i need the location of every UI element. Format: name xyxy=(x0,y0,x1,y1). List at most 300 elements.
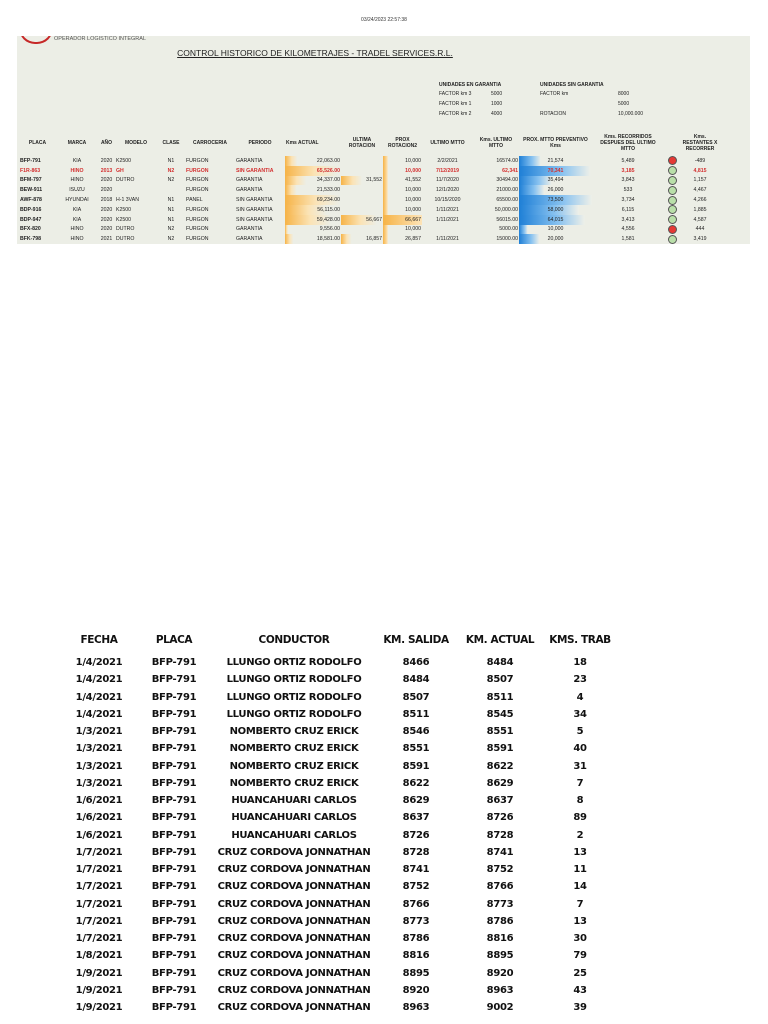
cell-modelo xyxy=(115,185,157,195)
cell-kms-trab: 79 xyxy=(573,950,587,962)
status-indicator-cell xyxy=(664,166,680,176)
cell-conductor: LLUNGO ORTIZ RODOLFO xyxy=(226,708,362,720)
cell-conductor: CRUZ CORDOVA JONNATHAN xyxy=(217,967,371,979)
cell-placa: BFK-798 xyxy=(20,236,42,243)
cell-kms-trab: 31 xyxy=(573,760,587,772)
col-header: PERIODO xyxy=(248,140,272,146)
cell-km-actual: 8511 xyxy=(486,691,514,703)
cell-clase: N2 xyxy=(167,236,175,243)
cell-km-salida: 8895 xyxy=(402,967,430,979)
cell-kms-trab: 30 xyxy=(573,933,587,945)
trip-row xyxy=(64,827,618,844)
cell-placa: BFP-791 xyxy=(151,915,197,927)
cell-modelo: DUTRO xyxy=(116,177,135,184)
cell-ultimo-mtto: 1/11/2021 xyxy=(436,206,459,213)
cell-km-actual: 8741 xyxy=(486,846,514,858)
cell-ultimo-mtto: 11/7/2020 xyxy=(436,177,459,184)
cell-placa: F1R-863 xyxy=(20,167,41,174)
cell-km-actual: 8591 xyxy=(486,743,514,755)
cell-placa: BFP-791 xyxy=(151,950,197,962)
status-red-dot-icon xyxy=(668,225,677,234)
cell-km-salida: 8591 xyxy=(402,760,430,772)
cell-kms-ultimo: 15000.00 xyxy=(496,236,518,243)
trip-row xyxy=(64,723,618,740)
cell-conductor: NOMBERTO CRUZ ERICK xyxy=(229,760,359,772)
cell-prox-mtto: 70,341 xyxy=(519,166,592,176)
cell-conductor: NOMBERTO CRUZ ERICK xyxy=(229,777,359,789)
cell-placa: BFP-791 xyxy=(151,846,197,858)
cell-km-salida: 8484 xyxy=(402,674,430,686)
cell-prox-rot: 41,552 xyxy=(383,176,422,186)
cell-recorridos: 3,185 xyxy=(621,167,635,174)
cell-placa: BFX-820 xyxy=(20,226,41,233)
cell-km-actual: 8507 xyxy=(486,674,514,686)
cell-km-salida: 8551 xyxy=(402,743,430,755)
cell-placa: BFP-791 xyxy=(151,691,197,703)
cell-kms-trab: 13 xyxy=(573,915,587,927)
cell-kms-trab: 89 xyxy=(573,812,587,824)
cell-fecha: 1/6/2021 xyxy=(75,829,123,841)
cell-km-actual: 8963 xyxy=(486,984,514,996)
cell-kms-trab: 5 xyxy=(576,726,584,738)
cell-kms-trab: 2 xyxy=(576,829,584,841)
cell-ultima-rot: 31,552 xyxy=(341,176,383,186)
trip-row xyxy=(64,671,618,688)
cell-clase: N2 xyxy=(167,177,175,184)
cell-km-salida: 8507 xyxy=(402,691,430,703)
cell-fecha: 1/3/2021 xyxy=(75,743,123,755)
cell-fecha: 1/7/2021 xyxy=(75,864,123,876)
cell-placa: BDP-916 xyxy=(20,206,42,213)
garantia-factor-value: 1000 xyxy=(491,101,503,107)
sheet-title: CONTROL HISTORICO DE KILOMETRAJES - TRADEL SERVICES.R.L. xyxy=(177,48,453,58)
cell-fecha: 1/7/2021 xyxy=(75,933,123,945)
trip-row xyxy=(64,878,618,895)
col-header-kms-trab: KMS. TRAB xyxy=(549,634,611,646)
cell-modelo: K2500 xyxy=(116,206,132,213)
mileage-control-sheet xyxy=(17,36,750,244)
cell-prox-rot: 10,000 xyxy=(383,225,422,235)
status-indicator-cell xyxy=(664,225,680,235)
cell-kms-ultimo: 5000.00 xyxy=(499,226,518,233)
cell-anio: 2020 xyxy=(100,187,113,194)
col-header: MARCA xyxy=(67,140,87,146)
cell-kms-trab: 25 xyxy=(573,967,587,979)
cell-modelo: K2500 xyxy=(116,216,132,223)
cell-prox-mtto: 20,000 xyxy=(519,234,592,244)
cell-ultimo-mtto: 10/15/2020 xyxy=(434,197,461,204)
trip-row xyxy=(64,844,618,861)
cell-fecha: 1/9/2021 xyxy=(75,967,123,979)
trip-row xyxy=(64,706,618,723)
trip-table-body xyxy=(64,654,618,1016)
cell-restantes: 4,815 xyxy=(693,167,707,174)
cell-km-actual: 8816 xyxy=(486,933,514,945)
col-header-fecha: FECHA xyxy=(80,634,118,646)
cell-kms-trab: 11 xyxy=(573,864,587,876)
cell-fecha: 1/9/2021 xyxy=(75,984,123,996)
cell-carroceria: PANEL xyxy=(186,197,203,204)
cell-prox-rot: 10,000 xyxy=(383,185,422,195)
cell-km-actual: 8622 xyxy=(486,760,514,772)
col-header: PLACA xyxy=(28,140,47,146)
status-green-dot-icon xyxy=(668,196,677,205)
cell-kms-actual: 9,556.00 xyxy=(285,225,341,235)
cell-conductor: HUANCAHUARI CARLOS xyxy=(231,812,357,824)
cell-ultima-rot xyxy=(341,205,383,215)
cell-placa: BFP-791 xyxy=(151,708,197,720)
cell-kms-actual: 69,234.00 xyxy=(285,195,341,205)
cell-km-actual: 9002 xyxy=(486,1002,514,1014)
cell-anio: 2013 xyxy=(100,167,113,174)
cell-kms-actual: 34,337.00 xyxy=(285,176,341,186)
sin-garantia-header: UNIDADES SIN GARANTIA xyxy=(540,82,604,88)
cell-placa: BFP-791 xyxy=(151,795,197,807)
company-logo xyxy=(19,36,53,44)
cell-conductor: LLUNGO ORTIZ RODOLFO xyxy=(226,657,362,669)
cell-placa: BFP-791 xyxy=(151,967,197,979)
cell-kms-actual: 59,428.00 xyxy=(285,215,341,225)
status-red-dot-icon xyxy=(668,156,677,165)
cell-anio: 2020 xyxy=(100,177,113,184)
cell-km-salida: 8511 xyxy=(402,708,430,720)
cell-conductor: HUANCAHUARI CARLOS xyxy=(231,795,357,807)
cell-kms-ultimo: 16574.00 xyxy=(496,157,518,164)
vehicle-row xyxy=(19,215,720,225)
cell-conductor: NOMBERTO CRUZ ERICK xyxy=(229,726,359,738)
status-indicator-cell xyxy=(664,234,680,244)
cell-placa: BFM-797 xyxy=(20,177,42,184)
vehicle-row xyxy=(19,195,720,205)
cell-carroceria: FURGON xyxy=(186,226,209,233)
cell-kms-ultimo: 50,000.00 xyxy=(494,206,518,213)
sin-garantia-factor-value: 10,000.000 xyxy=(618,111,644,117)
cell-km-salida: 8766 xyxy=(402,898,430,910)
trip-row xyxy=(64,999,618,1016)
cell-km-salida: 8752 xyxy=(402,881,430,893)
cell-modelo: GH xyxy=(116,167,124,174)
cell-placa: BFP-791 xyxy=(151,1002,197,1014)
cell-carroceria: FURGON xyxy=(186,206,209,213)
cell-conductor: LLUNGO ORTIZ RODOLFO xyxy=(226,674,362,686)
cell-marca: HINO xyxy=(70,226,84,233)
cell-placa: BFP-791 xyxy=(151,881,197,893)
cell-km-salida: 8816 xyxy=(402,950,430,962)
cell-recorridos: 3,843 xyxy=(621,177,635,184)
cell-kms-trab: 7 xyxy=(576,777,584,789)
trip-log-table xyxy=(64,626,618,1016)
garantia-factor-label: FACTOR km 3 xyxy=(439,91,472,97)
cell-restantes: -489 xyxy=(694,157,706,164)
cell-km-actual: 8728 xyxy=(486,829,514,841)
status-indicator-cell xyxy=(664,176,680,186)
cell-conductor: CRUZ CORDOVA JONNATHAN xyxy=(217,950,371,962)
sin-garantia-factor-value: 8000 xyxy=(618,91,630,97)
cell-km-salida: 8466 xyxy=(402,657,430,669)
cell-km-salida: 8920 xyxy=(402,984,430,996)
cell-km-salida: 8963 xyxy=(402,1002,430,1014)
col-header: CLASE xyxy=(162,140,180,146)
cell-anio: 2020 xyxy=(100,226,113,233)
status-green-dot-icon xyxy=(668,215,677,224)
cell-periodo: SIN GARANTIA xyxy=(236,167,274,174)
garantia-factor-label: FACTOR km 1 xyxy=(439,101,472,107)
trip-row xyxy=(64,930,618,947)
status-green-dot-icon xyxy=(668,166,677,175)
cell-marca: HYUNDAI xyxy=(65,197,89,204)
cell-fecha: 1/8/2021 xyxy=(75,950,123,962)
cell-kms-trab: 14 xyxy=(573,881,587,893)
cell-periodo: GARANTIA xyxy=(236,177,263,184)
cell-periodo: GARANTIA xyxy=(236,187,263,194)
garantia-factor-label: FACTOR km 2 xyxy=(439,111,472,117)
trip-row xyxy=(64,792,618,809)
cell-kms-ultimo: 21000.00 xyxy=(496,187,518,194)
cell-placa: BEW-911 xyxy=(20,187,43,194)
status-green-dot-icon xyxy=(668,235,677,244)
cell-anio: 2020 xyxy=(100,206,113,213)
col-header: MODELO xyxy=(125,140,147,146)
cell-placa: BFP-791 xyxy=(151,829,197,841)
cell-placa: BFP-791 xyxy=(151,657,197,669)
cell-kms-actual: 56,115.00 xyxy=(285,205,341,215)
trip-row xyxy=(64,982,618,999)
col-header: Kms. RESTANTES X RECORRER xyxy=(682,134,718,152)
cell-fecha: 1/7/2021 xyxy=(75,915,123,927)
cell-placa: BDP-947 xyxy=(20,216,42,223)
cell-fecha: 1/7/2021 xyxy=(75,881,123,893)
col-header: ULTIMO MTTO xyxy=(430,140,465,146)
cell-kms-trab: 23 xyxy=(573,674,587,686)
cell-prox-rot: 26,857 xyxy=(383,234,422,244)
cell-marca: KIA xyxy=(72,216,82,223)
cell-km-actual: 8629 xyxy=(486,777,514,789)
cell-fecha: 1/4/2021 xyxy=(75,691,123,703)
cell-prox-mtto: 64,015 xyxy=(519,215,592,225)
cell-km-actual: 8752 xyxy=(486,864,514,876)
col-header-placa: PLACA xyxy=(155,634,193,646)
cell-kms-trab: 34 xyxy=(573,708,587,720)
cell-km-salida: 8637 xyxy=(402,812,430,824)
cell-recorridos: 5,489 xyxy=(621,157,635,164)
cell-kms-actual: 21,533.00 xyxy=(285,185,341,195)
cell-fecha: 1/9/2021 xyxy=(75,1002,123,1014)
cell-placa: AWF-878 xyxy=(20,197,42,204)
cell-carroceria: FURGON xyxy=(186,236,209,243)
status-indicator-cell xyxy=(664,156,680,166)
cell-marca: KIA xyxy=(72,157,82,164)
vehicle-row xyxy=(19,234,720,244)
col-header: PROX ROTACION2 xyxy=(387,137,418,149)
cell-kms-ultimo: 30494.00 xyxy=(496,177,518,184)
cell-marca: HINO xyxy=(70,177,84,184)
cell-conductor: CRUZ CORDOVA JONNATHAN xyxy=(217,898,371,910)
cell-kms-trab: 7 xyxy=(576,898,584,910)
cell-fecha: 1/3/2021 xyxy=(75,760,123,772)
cell-modelo: DUTRO xyxy=(116,226,135,233)
cell-periodo: GARANTIA xyxy=(236,157,263,164)
cell-clase xyxy=(157,185,185,195)
trip-row xyxy=(64,913,618,930)
cell-kms-trab: 13 xyxy=(573,846,587,858)
cell-clase: N1 xyxy=(167,197,175,204)
vehicle-table-body xyxy=(19,156,720,244)
cell-km-actual: 8545 xyxy=(486,708,514,720)
cell-kms-actual: 22,063.00 xyxy=(285,156,341,166)
cell-kms-trab: 40 xyxy=(573,743,587,755)
cell-km-actual: 8551 xyxy=(486,726,514,738)
col-header xyxy=(664,130,680,156)
cell-conductor: CRUZ CORDOVA JONNATHAN xyxy=(217,881,371,893)
cell-prox-mtto: 58,000 xyxy=(519,205,592,215)
cell-placa: BFP-791 xyxy=(151,933,197,945)
cell-kms-trab: 4 xyxy=(576,691,584,703)
trip-row xyxy=(64,775,618,792)
cell-placa: BFP-791 xyxy=(151,726,197,738)
cell-clase: N2 xyxy=(167,167,175,174)
cell-fecha: 1/7/2021 xyxy=(75,846,123,858)
cell-conductor: CRUZ CORDOVA JONNATHAN xyxy=(217,915,371,927)
cell-periodo: SIN GARANTIA xyxy=(236,197,273,204)
cell-conductor: CRUZ CORDOVA JONNATHAN xyxy=(217,933,371,945)
cell-ultima-rot: 16,857 xyxy=(341,234,383,244)
trip-table-header xyxy=(64,626,618,654)
cell-periodo: SIN GARANTIA xyxy=(236,206,273,213)
cell-periodo: GARANTIA xyxy=(236,236,263,243)
cell-ultima-rot xyxy=(341,166,383,176)
cell-recorridos: 6,115 xyxy=(621,206,635,213)
status-indicator-cell xyxy=(664,195,680,205)
cell-restantes: 4,467 xyxy=(693,187,707,194)
company-subtitle: OPERADOR LOGISTICO INTEGRAL xyxy=(54,36,146,42)
cell-clase: N1 xyxy=(167,206,175,213)
cell-carroceria: FURGON xyxy=(186,157,209,164)
cell-recorridos: 3,413 xyxy=(621,216,635,223)
cell-prox-mtto: 73,500 xyxy=(519,195,592,205)
col-header: Kms. RECORRIDOS DESPUES DEL ULTIMO MTTO xyxy=(600,134,656,152)
cell-placa: BFP-791 xyxy=(151,743,197,755)
cell-kms-trab: 39 xyxy=(573,1002,587,1014)
cell-anio: 2020 xyxy=(100,216,113,223)
col-header: Kms ACTUAL xyxy=(286,140,319,146)
cell-ultima-rot xyxy=(341,225,383,235)
cell-marca: HINO xyxy=(70,167,84,174)
cell-clase: N2 xyxy=(167,226,175,233)
cell-fecha: 1/7/2021 xyxy=(75,898,123,910)
cell-prox-mtto: 35,494 xyxy=(519,176,592,186)
cell-fecha: 1/3/2021 xyxy=(75,726,123,738)
cell-fecha: 1/4/2021 xyxy=(75,657,123,669)
cell-km-actual: 8637 xyxy=(486,795,514,807)
cell-restantes: 1,157 xyxy=(693,177,707,184)
col-header: PROX. MTTO PREVENTIVO Kms xyxy=(523,137,588,149)
cell-recorridos: 1,581 xyxy=(621,236,635,243)
cell-prox-rot: 10,000 xyxy=(383,156,422,166)
status-indicator-cell xyxy=(664,205,680,215)
cell-placa: BFP-791 xyxy=(151,864,197,876)
col-header: ULTIMA ROTACION xyxy=(348,137,376,149)
cell-km-salida: 8629 xyxy=(402,795,430,807)
cell-km-actual: 8773 xyxy=(486,898,514,910)
trip-row xyxy=(64,947,618,964)
cell-conductor: CRUZ CORDOVA JONNATHAN xyxy=(217,864,371,876)
cell-km-actual: 8726 xyxy=(486,812,514,824)
trip-row xyxy=(64,740,618,757)
cell-recorridos: 3,734 xyxy=(621,197,635,204)
trip-row xyxy=(64,965,618,982)
cell-marca: KIA xyxy=(72,206,82,213)
cell-prox-rot: 10,000 xyxy=(383,166,422,176)
cell-conductor: CRUZ CORDOVA JONNATHAN xyxy=(217,1002,371,1014)
cell-prox-rot: 66,667 xyxy=(383,215,422,225)
cell-km-actual: 8484 xyxy=(486,657,514,669)
print-timestamp: 03/24/2023 22:57:38 xyxy=(361,17,407,23)
cell-ultimo-mtto: 7/12/2019 xyxy=(435,167,460,174)
status-indicator-cell xyxy=(664,215,680,225)
trip-row xyxy=(64,758,618,775)
col-header-km-salida: KM. SALIDA xyxy=(383,634,449,646)
sin-garantia-factor-label: FACTOR km xyxy=(540,91,569,97)
cell-marca: ISUZU xyxy=(69,187,85,194)
cell-ultima-rot xyxy=(341,195,383,205)
cell-modelo: K2500 xyxy=(116,157,132,164)
cell-ultimo-mtto xyxy=(422,225,473,235)
col-header-km-actual: KM. ACTUAL xyxy=(465,634,535,646)
col-header-conductor: CONDUCTOR xyxy=(258,634,330,646)
trip-row xyxy=(64,861,618,878)
cell-carroceria: FURGON xyxy=(186,167,209,174)
cell-fecha: 1/3/2021 xyxy=(75,777,123,789)
status-green-dot-icon xyxy=(668,176,677,185)
cell-fecha: 1/4/2021 xyxy=(75,708,123,720)
status-indicator-cell xyxy=(664,185,680,195)
cell-clase: N1 xyxy=(167,157,175,164)
cell-km-salida: 8786 xyxy=(402,933,430,945)
cell-recorridos: 533 xyxy=(623,187,633,194)
cell-carroceria: FURGON xyxy=(186,187,209,194)
cell-marca: HINO xyxy=(70,236,84,243)
trip-row xyxy=(64,809,618,826)
cell-km-salida: 8622 xyxy=(402,777,430,789)
garantia-factor-value: 5000 xyxy=(491,91,503,97)
cell-restantes: 3,419 xyxy=(693,236,707,243)
cell-km-actual: 8786 xyxy=(486,915,514,927)
cell-carroceria: FURGON xyxy=(186,177,209,184)
cell-ultimo-mtto: 1/11/2021 xyxy=(436,216,459,223)
trip-row xyxy=(64,654,618,671)
cell-km-salida: 8728 xyxy=(402,846,430,858)
cell-anio: 2018 xyxy=(100,197,113,204)
cell-ultimo-mtto: 1/11/2021 xyxy=(436,236,459,243)
cell-restantes: 444 xyxy=(695,226,705,233)
col-header: CARROCERIA xyxy=(193,140,227,146)
col-header: AÑO xyxy=(100,140,113,146)
cell-km-actual: 8920 xyxy=(486,967,514,979)
cell-placa: BFP-791 xyxy=(20,157,41,164)
cell-placa: BFP-791 xyxy=(151,984,197,996)
cell-prox-mtto: 10,000 xyxy=(519,225,592,235)
cell-km-salida: 8726 xyxy=(402,829,430,841)
cell-prox-mtto: 21,574 xyxy=(519,156,592,166)
vehicle-table-header xyxy=(19,130,720,156)
cell-carroceria: FURGON xyxy=(186,216,209,223)
cell-prox-mtto: 26,000 xyxy=(519,185,592,195)
cell-recorridos: 4,556 xyxy=(621,226,635,233)
cell-fecha: 1/4/2021 xyxy=(75,674,123,686)
vehicle-row xyxy=(19,156,720,166)
cell-anio: 2021 xyxy=(100,236,113,243)
cell-ultimo-mtto: 2/2/2021 xyxy=(437,157,458,164)
